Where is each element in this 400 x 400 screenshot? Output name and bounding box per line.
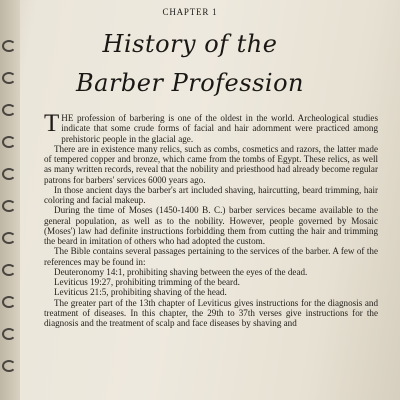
binding-ring-icon (2, 40, 16, 52)
binding-ring-icon (2, 168, 16, 180)
title-line-1: History of the (102, 30, 278, 58)
paragraph: During the time of Moses (1450-1400 B. C.) barber services became available to the general population, as well as to the nobility. However, people governed by Mosaic (Moses') law had definite instructions forbidding them from cutting the hair and trimming the beard in imitation of others who had adopted the custom. (44, 205, 378, 246)
paragraph: THE profession of barbering is one of the oldest in the world. Archeological studies indicate that some crude forms of facial and hair adornment were practiced among prehistoric people in the glacial age. (44, 110, 378, 144)
binding-spine (0, 0, 20, 400)
binding-ring-icon (2, 296, 16, 308)
binding-ring-icon (2, 200, 16, 212)
paragraph: In those ancient days the barber's art included shaving, haircutting, beard trimming, hair coloring and facial makeup. (44, 184, 378, 205)
binding-ring-icon (2, 232, 16, 244)
drop-cap: T (44, 110, 60, 137)
paragraph: The greater part of the 13th chapter of Leviticus gives instructions for the diagnosis and treatment of diseases. In this chapter, the 29th to 37th verses give instructions for the diagnosis and the treatment of scalp and face diseases by shaving and (44, 297, 378, 328)
paragraph: Deuteronomy 14:1, prohibiting shaving between the eyes of the dead. (54, 266, 308, 277)
chapter-heading: CHAPTER 1 (162, 7, 218, 17)
chapter-body (44, 110, 378, 328)
binding-ring-icon (2, 136, 16, 148)
paragraph: The Bible contains several passages pertaining to the services of the barber. A few of the references may be found in: (44, 246, 378, 267)
paragraph: Leviticus 19:27, prohibiting trimming of the beard. (54, 277, 240, 287)
title-line-2: Barber Profession (76, 69, 304, 97)
binding-ring-icon (2, 104, 16, 116)
paragraph: Leviticus 21:5, prohibiting shaving of the head. (54, 287, 227, 298)
binding-ring-icon (2, 72, 16, 84)
binding-ring-icon (2, 360, 16, 372)
paragraph: There are in existence many relics, such as combs, cosmetics and razors, the latter made of tempered copper and bronze, which came from the tombs of Egypt. These relics, as well as many written records, reveal that the nobility and priesthood had already become regular patrons for barbers' services 6000 years ago. (44, 143, 378, 185)
binding-ring-icon (2, 264, 16, 276)
binding-ring-icon (2, 328, 16, 340)
